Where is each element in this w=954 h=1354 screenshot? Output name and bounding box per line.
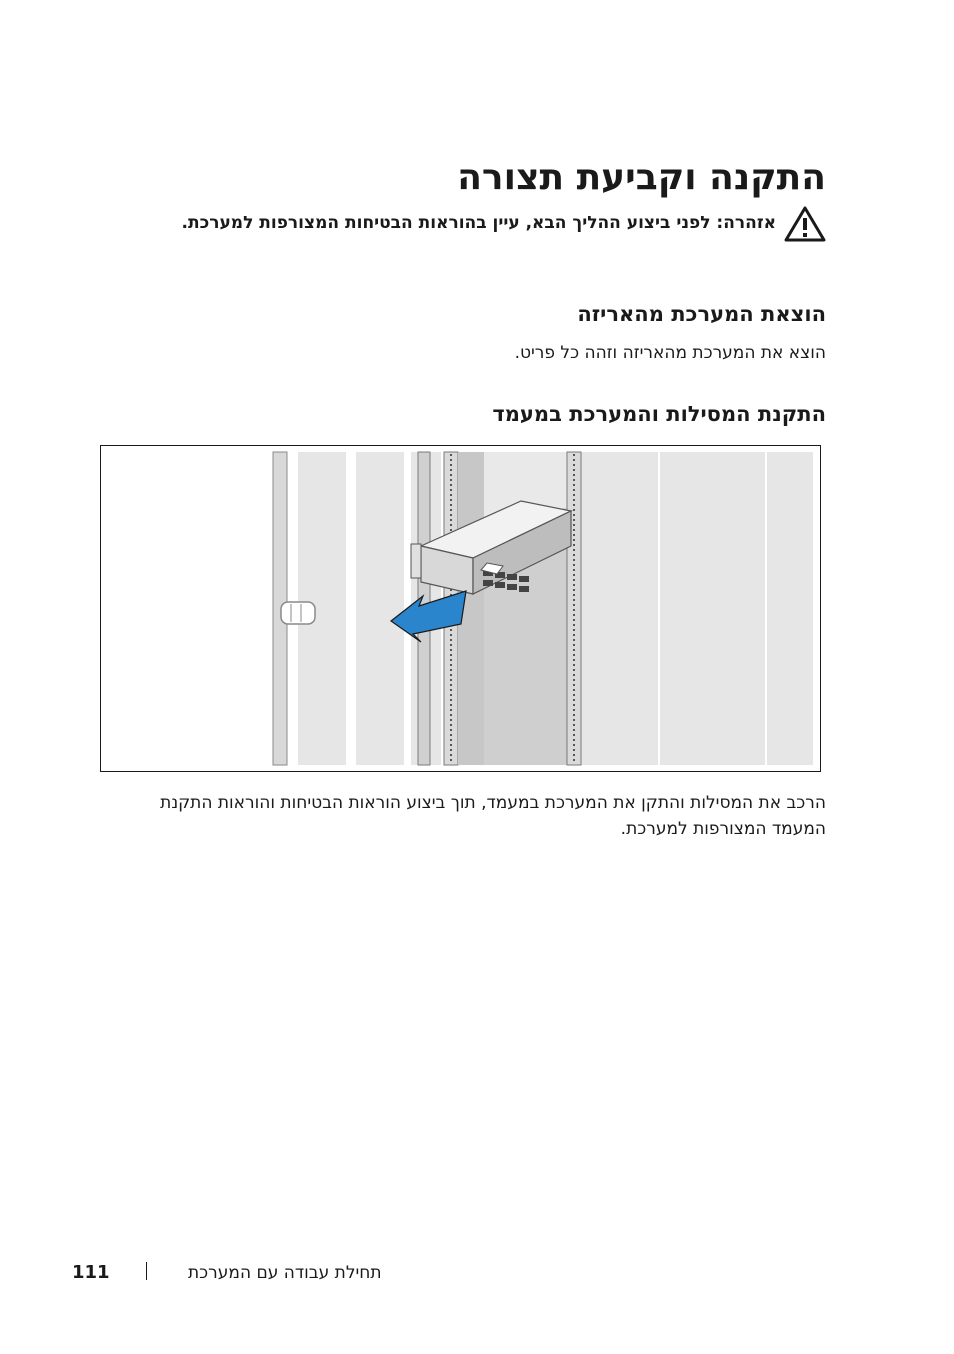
page-number: 111 (72, 1262, 110, 1283)
chapter-title: תחילת עבודה עם המערכת (188, 1263, 382, 1283)
rack-side-panel (356, 452, 404, 765)
door-handle-icon (281, 602, 315, 624)
warning-text (126, 210, 776, 236)
page-footer (0, 1258, 954, 1288)
warning-notice (126, 206, 826, 266)
rack-rail-bracket (411, 544, 421, 578)
page-title: התקנה וקביעת תצורה (457, 157, 826, 198)
rack-post-right (567, 452, 581, 765)
footer-divider (146, 1262, 147, 1280)
rack-installation-illustration (100, 445, 821, 772)
warning-label: אזהרה: (716, 213, 776, 233)
section-body-unpack: הוצא את המערכת מהאריזה וזהה כל פריט. (514, 343, 826, 363)
warning-triangle-icon (784, 206, 826, 242)
warning-body: לפני ביצוע ההליך הבא, עיין בהוראות הבטיחות המצורפות למערכת. (181, 213, 711, 233)
section-heading-install: התקנת המסילות והמערכת במעמד (492, 402, 826, 426)
rack-right-panel (581, 452, 813, 765)
section-body-install: הרכב את המסילות והתקן את המערכת במעמד, תוך ביצוע הוראות הבטיחות והוראות התקנת המעמד המצורפות למערכת. (160, 793, 826, 839)
section-heading-unpack: הוצאת המערכת מהאריזה (577, 302, 826, 326)
